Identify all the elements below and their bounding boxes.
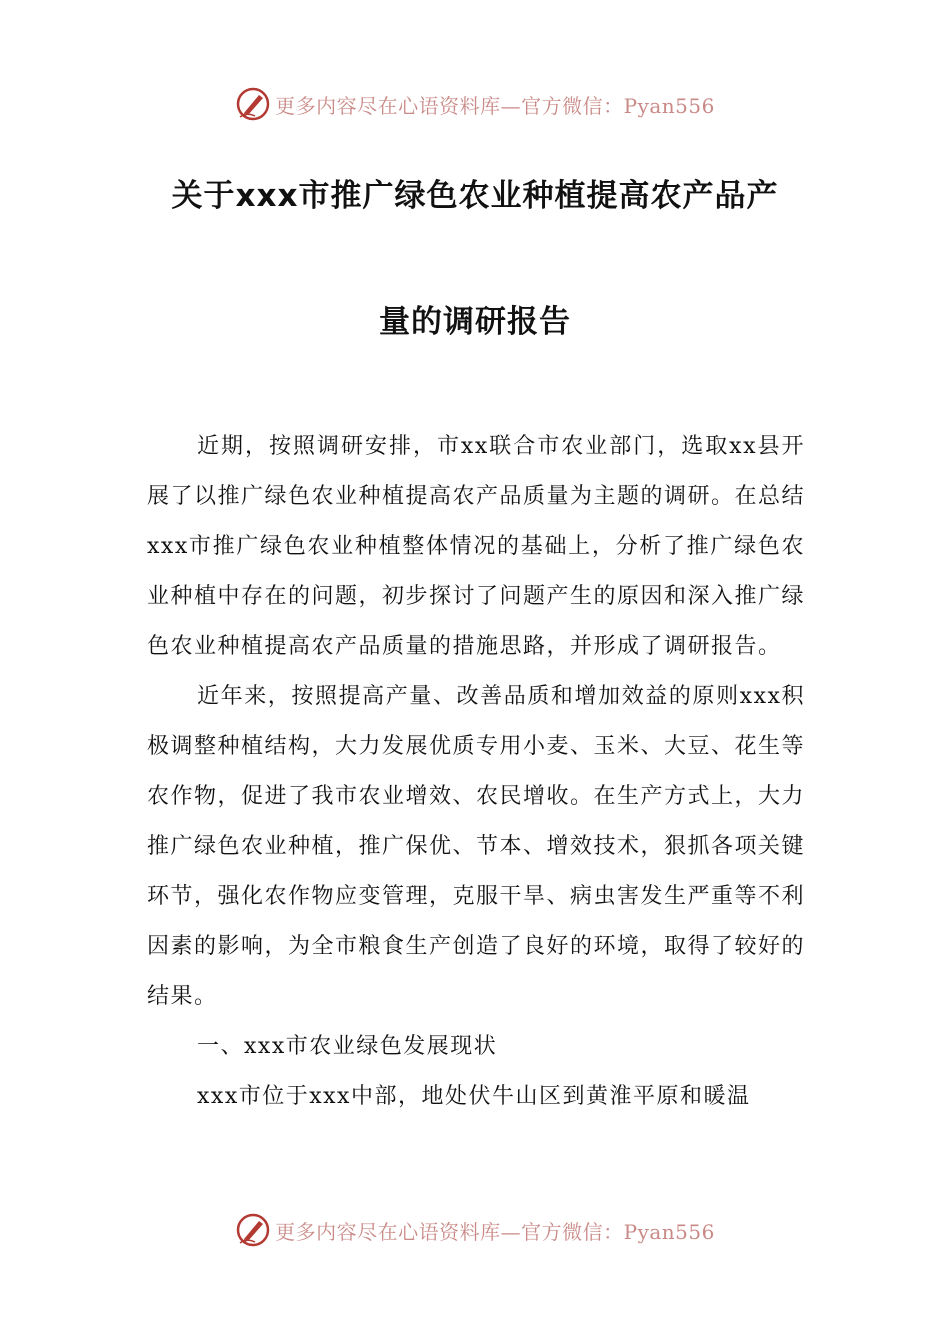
watermark-header [0,82,950,126]
watermark-text: 更多内容尽在心语资料库—官方微信：Pyan556 [275,93,715,118]
paragraph-background: 近年来，按照提高产量、改善品质和增加效益的原则xxx积极调整种植结构，大力发展优质专用小麦、玉米、大豆、花生等农作物，促进了我市农业增效、农民增收。在生产方式上，大力推广绿色农业种植，推广保优、节本、增效技术，狠抓各项关键环节，强化农作物应变管理，克服干旱、病虫害发生严重等不利因素的影响，为全市粮食生产创造了良好的环境，取得了较好的结果。 [147,684,806,1009]
paragraph-intro: 近期，按照调研安排，市xx联合市农业部门，选取xx县开展了以推广绿色农业种植提高农产品质量为主题的调研。在总结xxx市推广绿色农业种植整体情况的基础上，分析了推广绿色农业种植中存在的问题，初步探讨了问题产生的原因和深入推广绿色农业种植提高农产品质量的措施思路，并形成了调研报告。 [147,434,806,659]
section-heading-1: 一、xxx市农业绿色发展现状 [197,1034,498,1059]
watermark-footer [0,1208,950,1252]
pen-in-circle-icon [235,1212,271,1248]
paragraph-location: xxx市位于xxx中部，地处伏牛山区到黄淮平原和暖温 [197,1084,751,1109]
document-title-line-2: 量的调研报告 [379,304,571,340]
document-title-line-1: 关于xxx市推广绿色农业种植提高农产品产 [171,178,779,214]
pen-in-circle-icon [235,86,271,122]
document-body [147,422,805,1122]
watermark-text: 更多内容尽在心语资料库—官方微信：Pyan556 [275,1219,715,1244]
